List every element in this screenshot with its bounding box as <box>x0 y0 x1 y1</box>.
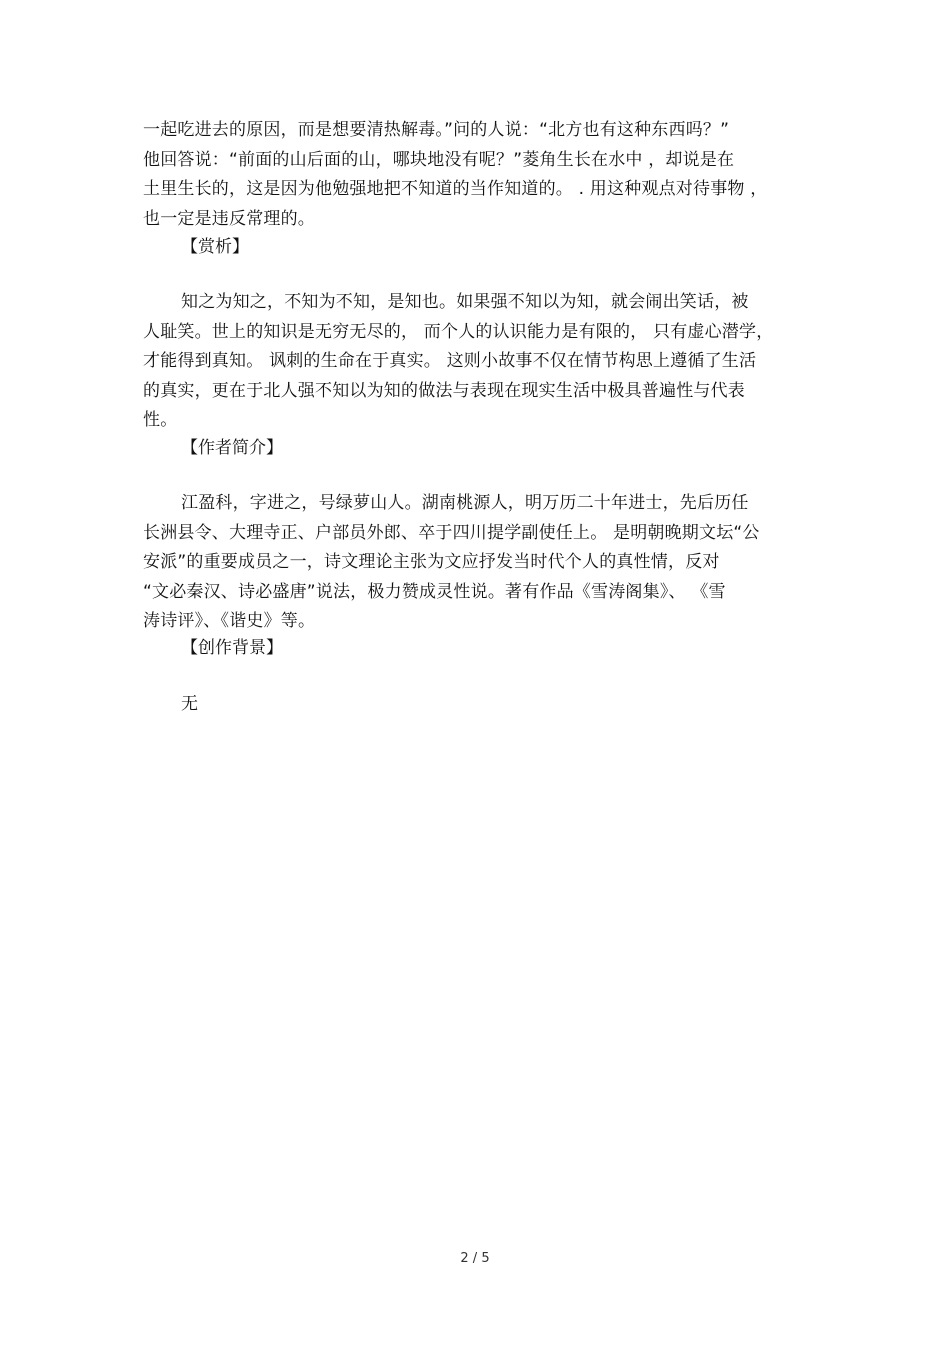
page-number: 2 / 5 <box>460 1251 490 1266</box>
appreciation-heading: 【赏析】 <box>181 237 249 257</box>
paragraph-line: 也一定是违反常理的。 <box>143 208 315 229</box>
paragraph-line: 土里生长的，这是因为他勉强地把不知道的当作知道的。 . 用这种观点对待事物 ， <box>143 179 768 199</box>
paragraph-line: 涛诗评》、《谐史》等。 <box>143 611 316 631</box>
paragraph-line: 知之为知之，不知为不知，是知也。如果强不知以为知，就会闹出笑话，被 <box>181 292 749 312</box>
author-heading: 【作者简介】 <box>181 438 283 458</box>
paragraph-line: 性。 <box>143 410 178 430</box>
paragraph-line: 他回答说：“前面的山后面的山，哪块地没有呢？”菱角生长在水中 ，却说是在 <box>143 149 735 170</box>
background-paragraph <box>143 690 805 720</box>
paragraph-line: 长洲县令、大理寺正、户部员外郎、卒于四川提学副使任上。 是明朝晚期文坛“公 <box>143 522 760 543</box>
paragraph-line: 的真实，更在于北人强不知以为知的做法与表现在现实生活中极具普遍性与代表 <box>143 380 745 401</box>
author-paragraph <box>143 489 805 637</box>
paragraph-line: 安派”的重要成员之一，诗文理论主张为文应抒发当时代个人的真性情，反对 <box>143 552 720 572</box>
paragraph-line: 才能得到真知。 讽刺的生命在于真实。 这则小故事不仅在情节构思上遵循了生活 <box>143 351 757 371</box>
appreciation-paragraph <box>143 288 805 436</box>
paragraph-line: 无 <box>181 694 199 714</box>
background-heading: 【创作背景】 <box>181 638 283 658</box>
story-translation-paragraph <box>143 116 805 234</box>
paragraph-line: 江盈科，字进之，号绿萝山人。湖南桃源人，明万历二十年进士，先后历任 <box>181 493 749 513</box>
paragraph-line: “文必秦汉、诗必盛唐”说法，极力赞成灵性说。著有作品《雪涛阁集》、 《雪 <box>143 581 726 602</box>
paragraph-line: 人耻笑。世上的知识是无穷无尽的， 而个人的认识能力是有限的， 只有虚心潜学， <box>143 321 774 342</box>
paragraph-line: 一起吃进去的原因，而是想要清热解毒。”问的人说：“北方也有这种东西吗？” <box>143 120 730 140</box>
